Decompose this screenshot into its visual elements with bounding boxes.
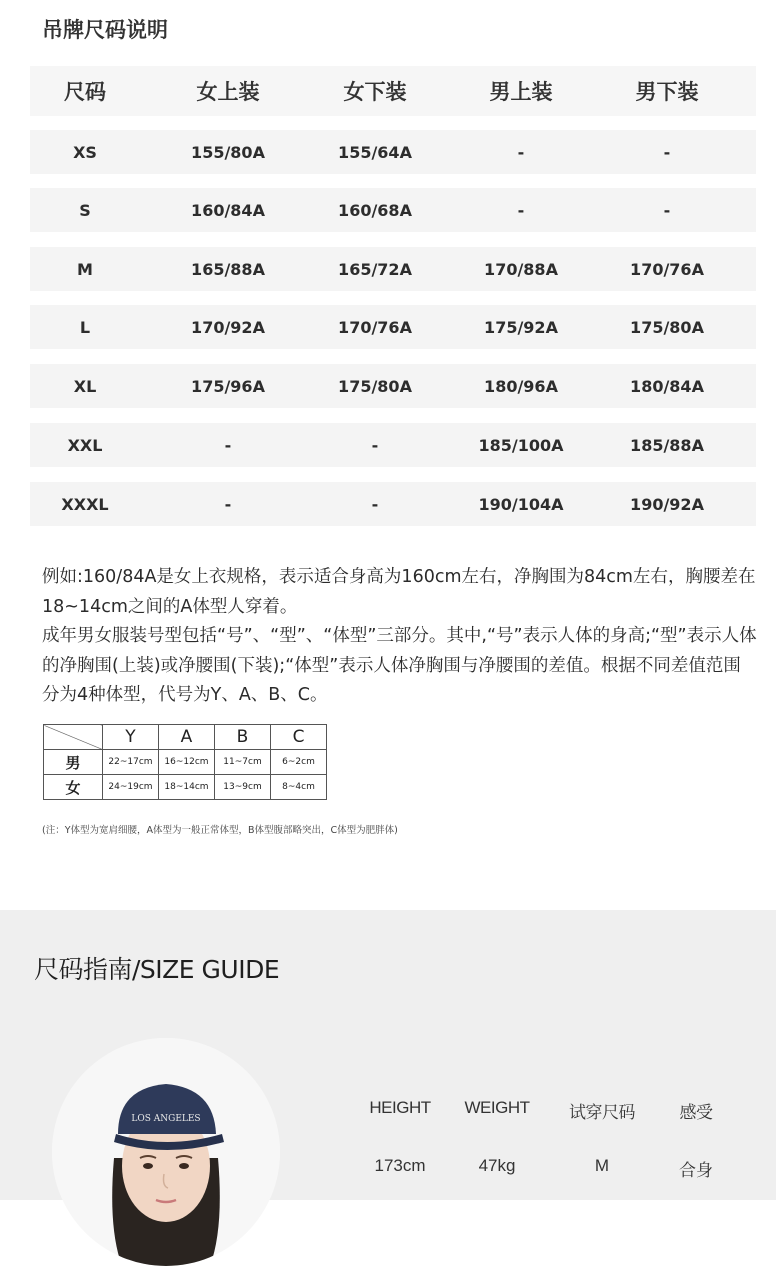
size-guide-title: 尺码指南/SIZE GUIDE: [34, 955, 280, 984]
header-women-top: 女上装: [196, 80, 260, 104]
table-cell: 175/96A: [191, 376, 265, 396]
table-row: [30, 130, 756, 174]
size-label: XS: [73, 142, 97, 162]
table-cell: 18~14cm: [159, 775, 215, 800]
diagonal-corner-cell: [44, 725, 103, 750]
body-type-table: [43, 724, 327, 800]
size-guide-section: [0, 910, 776, 1200]
table-cell: -: [663, 200, 671, 220]
body-type-header: Y: [103, 725, 159, 750]
model-avatar: [52, 1038, 280, 1266]
table-cell: 175/80A: [338, 376, 412, 396]
table-cell: 165/88A: [191, 259, 265, 279]
table-cell: 180/84A: [630, 376, 704, 396]
model-height-value: 173cm: [374, 1156, 426, 1175]
explanation-body-type: 成年男女服装号型包括“号”、“型”、“体型”三部分。其中,“号”表示人体的身高;“型”表示人体的净胸围(上装)或净腰围(下装);“体型”表示人体净胸围与净腰围的差值。根据不同差值范围分为4种体型，代号为Y、A、B、C。: [42, 626, 757, 705]
header-size: 尺码: [64, 80, 106, 104]
table-cell: -: [224, 435, 232, 455]
table-cell: 185/88A: [630, 435, 704, 455]
model-header-weight: WEIGHT: [464, 1098, 530, 1117]
size-table-header: [30, 66, 756, 116]
table-cell: 190/104A: [478, 494, 564, 514]
table-cell: 6~2cm: [271, 750, 327, 775]
table-row: [30, 305, 756, 349]
table-cell: -: [663, 142, 671, 162]
table-row: [44, 775, 327, 800]
model-size-value: M: [594, 1156, 610, 1175]
size-label: L: [79, 317, 91, 337]
size-label: XL: [73, 376, 97, 396]
model-header-height: HEIGHT: [369, 1098, 431, 1117]
table-row: [30, 364, 756, 408]
table-cell: -: [371, 494, 379, 514]
gender-label-female: 女: [44, 775, 103, 800]
model-header-fit: 感受: [679, 1103, 713, 1122]
table-cell: 22~17cm: [103, 750, 159, 775]
size-label: S: [79, 200, 91, 220]
table-cell: -: [517, 142, 525, 162]
table-cell: 175/92A: [484, 317, 558, 337]
table-cell: 8~4cm: [271, 775, 327, 800]
table-cell: 24~19cm: [103, 775, 159, 800]
table-cell: 165/72A: [338, 259, 412, 279]
table-row: [30, 188, 756, 232]
table-cell: 190/92A: [630, 494, 704, 514]
model-photo-illustration: [52, 1038, 280, 1266]
body-type-note: (注：Y体型为宽肩细腰，A体型为一般正常体型，B体型腹部略突出，C体型为肥胖体): [42, 825, 398, 836]
table-cell: 170/76A: [338, 317, 412, 337]
table-cell: 175/80A: [630, 317, 704, 337]
table-cell: -: [517, 200, 525, 220]
table-cell: 16~12cm: [159, 750, 215, 775]
tag-size-title: 吊牌尺码说明: [42, 18, 168, 42]
gender-label-male: 男: [44, 750, 103, 775]
body-type-header: A: [159, 725, 215, 750]
table-cell: 13~9cm: [215, 775, 271, 800]
table-row: [44, 750, 327, 775]
table-cell: 180/96A: [484, 376, 558, 396]
table-cell: 11~7cm: [215, 750, 271, 775]
size-explanation: [42, 563, 758, 711]
table-cell: -: [371, 435, 379, 455]
body-type-header: B: [215, 725, 271, 750]
size-label: M: [77, 259, 93, 279]
table-cell: 170/76A: [630, 259, 704, 279]
header-men-bottom: 男下装: [635, 80, 699, 104]
header-women-bottom: 女下装: [343, 80, 407, 104]
table-cell: 170/92A: [191, 317, 265, 337]
table-cell: 170/88A: [484, 259, 558, 279]
table-cell: 160/84A: [191, 200, 265, 220]
size-label: XXXL: [61, 494, 109, 514]
table-row: [30, 423, 756, 467]
table-row: [30, 247, 756, 291]
table-cell: 185/100A: [478, 435, 564, 455]
model-fit-value: 合身: [679, 1161, 713, 1180]
body-type-header-row: [44, 725, 327, 750]
table-cell: 160/68A: [338, 200, 412, 220]
model-weight-value: 47kg: [478, 1156, 516, 1175]
model-header-size: 试穿尺码: [569, 1103, 635, 1122]
explanation-example: 例如:160/84A是女上衣规格，表示适合身高为160cm左右，净胸围为84cm左右，胸腰差在18~14cm之间的A体型人穿着。: [42, 567, 756, 617]
table-cell: 155/64A: [338, 142, 412, 162]
table-cell: -: [224, 494, 232, 514]
cap-logo-text: LOS ANGELES: [131, 1114, 201, 1124]
size-label: XXL: [67, 435, 103, 455]
body-type-header: C: [271, 725, 327, 750]
table-row: [30, 482, 756, 526]
table-cell: 155/80A: [191, 142, 265, 162]
header-men-top: 男上装: [489, 80, 553, 104]
